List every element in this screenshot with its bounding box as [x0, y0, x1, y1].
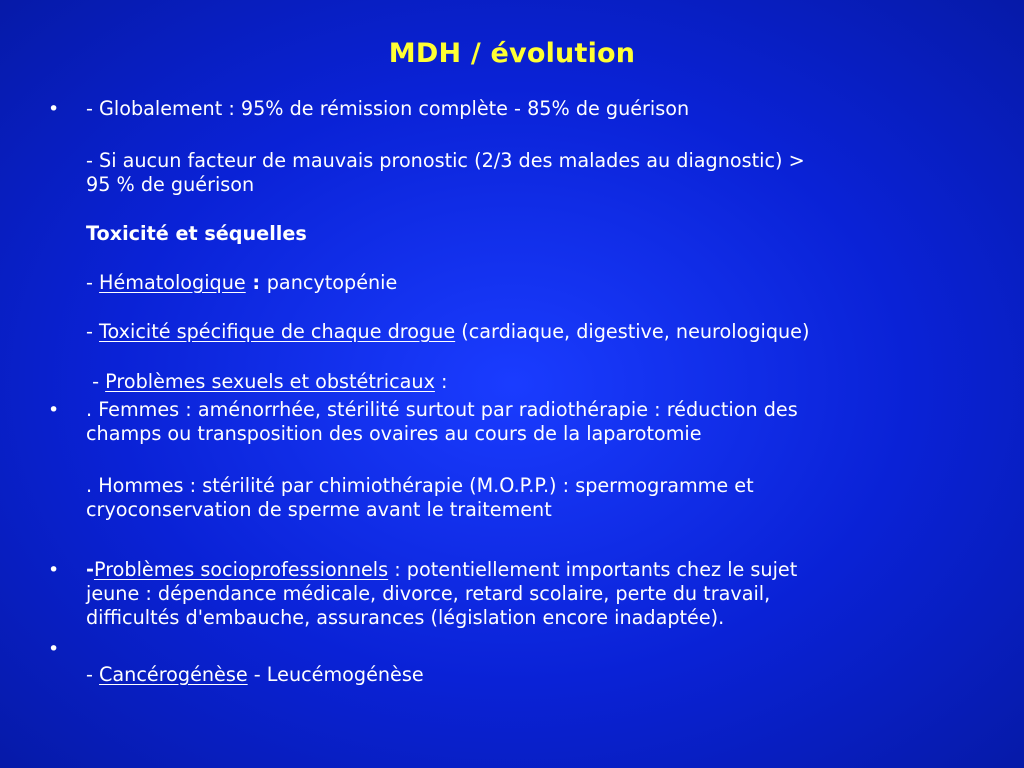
sexual-problems-colon: : — [434, 370, 448, 393]
specific-toxicity-dash: - — [86, 320, 100, 343]
women-line: . Femmes : aménorrhée, stérilité surtout par radiothérapie : réduction des — [86, 398, 798, 421]
socioprofessional-dash: - — [86, 558, 94, 581]
socioprofessional-line-2: jeune : dépendance médicale, divorce, retard scolaire, perte du travail, — [86, 582, 771, 605]
men-line: . Hommes : stérilité par chimiothérapie (M.O.P.P.) : spermogramme et — [86, 474, 754, 497]
pronostic-line-cont: 95 % de guérison — [86, 173, 255, 196]
leukemogenesis-text: - Leucémogénèse — [247, 663, 424, 686]
toxicity-heading: Toxicité et séquelles — [86, 222, 307, 245]
specific-toxicity-text: (cardiaque, digestive, neurologique) — [455, 320, 810, 343]
hematology-link[interactable]: Hématologique — [99, 271, 246, 294]
remission-line: - Globalement : 95% de rémission complète - 85% de guérison — [86, 97, 690, 120]
sexual-problems-line — [86, 370, 448, 394]
women-line-cont: champs ou transposition des ovaires au cours de la laparotomie — [86, 422, 702, 445]
hematology-line — [86, 271, 397, 295]
bullet-4: • — [48, 638, 60, 660]
slide-title: MDH / évolution — [388, 38, 636, 69]
pronostic-line: - Si aucun facteur de mauvais pronostic (2/3 des malades au diagnostic) > — [86, 149, 805, 172]
hematology-dash: - — [86, 271, 100, 294]
carcinogenesis-dash: - — [86, 663, 100, 686]
specific-toxicity-link[interactable]: Toxicité spécifique de chaque drogue — [99, 320, 456, 343]
hematology-text: pancytopénie — [266, 271, 398, 294]
socioprofessional-line — [86, 558, 797, 582]
hematology-colon: : — [245, 271, 267, 294]
carcinogenesis-link[interactable]: Cancérogénèse — [99, 663, 248, 686]
carcinogenesis-line — [86, 663, 424, 687]
socioprofessional-line-3: difficultés d'embauche, assurances (législation encore inadaptée). — [86, 606, 725, 629]
sexual-problems-dash: - — [86, 370, 106, 393]
socioprofessional-link[interactable]: Problèmes socioprofessionnels — [93, 558, 389, 581]
sexual-problems-link[interactable]: Problèmes sexuels et obstétricaux — [105, 370, 435, 393]
bullet-2: • — [48, 399, 60, 421]
bullet-1: • — [48, 98, 60, 120]
men-line-cont: cryoconservation de sperme avant le traitement — [86, 498, 552, 521]
specific-toxicity-line — [86, 320, 809, 344]
socioprofessional-text: : potentiellement importants chez le sujet — [388, 558, 798, 581]
bullet-3: • — [48, 559, 60, 581]
